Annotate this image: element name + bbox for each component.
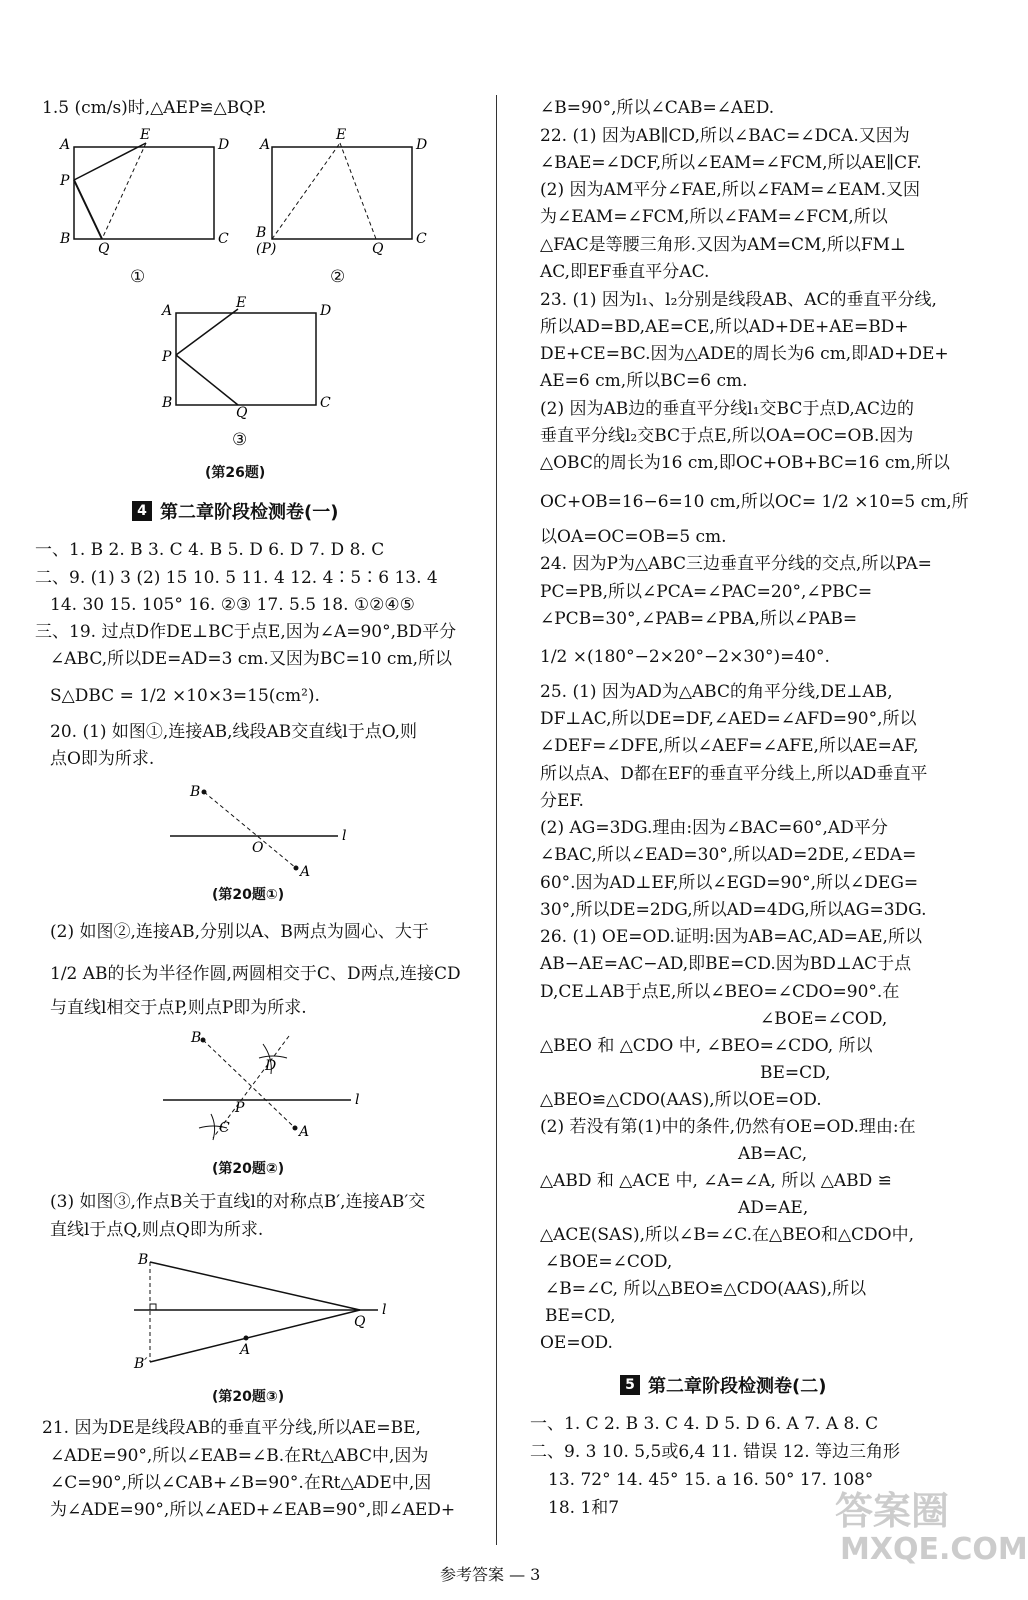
- text-line: (2) AG=3DG.理由:因为∠BAC=60°,AD平分: [540, 818, 888, 838]
- svg-text:C: C: [218, 231, 229, 247]
- svg-text:Q: Q: [354, 1314, 366, 1330]
- section-5-heading: 第二章阶段检测卷(二): [648, 1376, 827, 1397]
- figure-26-2: [255, 127, 427, 257]
- svg-text:A: A: [260, 137, 271, 153]
- text-line: 1/2 AB的长为半径作圆,两圆相交于C、D两点,连接CD: [50, 964, 461, 984]
- figure-20-3-label: (第20题③): [212, 1389, 285, 1405]
- text-line: ∠ADE=90°,所以∠EAB=∠B.在Rt△ABC中,因为: [50, 1446, 429, 1466]
- svg-text:C: C: [219, 1120, 230, 1136]
- text-line: ∠BAC,所以∠EAD=30°,所以AD=2DE,∠EDA=: [540, 845, 917, 865]
- figure-26-caption-3: ③: [232, 430, 248, 450]
- svg-text:P: P: [162, 349, 172, 365]
- svg-text:A: A: [162, 303, 173, 319]
- text-line: 以OA=OC=OB=5 cm.: [540, 527, 727, 547]
- text-line: 一、1. C 2. B 3. C 4. D 5. D 6. A 7. A 8. C: [530, 1414, 879, 1434]
- text-line: 20. (1) 如图①,连接AB,线段AB交直线l于点O,则: [50, 722, 418, 742]
- text-line: 23. (1) 因为l₁、l₂分别是线段AB、AC的垂直平分线,: [540, 290, 937, 310]
- svg-text:(P): (P): [256, 241, 277, 257]
- text-line: △OBC的周长为16 cm,即OC+OB+BC=16 cm,所以: [540, 453, 950, 473]
- text-line: 18. 1和7: [548, 1498, 620, 1518]
- text-line: 垂直平分线l₂交BC于点E,所以OA=OC=OB.因为: [540, 426, 914, 446]
- figure-20-3: [128, 1250, 398, 1380]
- svg-text:D: D: [265, 1058, 277, 1074]
- text-line: △FAC是等腰三角形.又因为AM=CM,所以FM⊥: [540, 235, 907, 255]
- text-line: 直线l于点Q,则点Q即为所求.: [50, 1220, 264, 1240]
- svg-text:P: P: [235, 1100, 245, 1116]
- text-line: 13. 72° 14. 45° 15. a 16. 50° 17. 108°: [548, 1470, 874, 1490]
- svg-text:A: A: [300, 864, 311, 880]
- text-line: 30°,所以DE=2DG,所以AD=4DG,所以AG=3DG.: [540, 900, 927, 920]
- text-line: ∠ABC,所以DE=AD=3 cm.又因为BC=10 cm,所以: [50, 649, 452, 669]
- text-line: (2) 因为AB边的垂直平分线l₁交BC于点D,AC边的: [540, 399, 915, 419]
- svg-text:O: O: [252, 840, 264, 856]
- watermark-url: MXQE.COM: [840, 1532, 1028, 1567]
- svg-text:B: B: [256, 225, 267, 241]
- text-line: 24. 因为P为△ABC三边垂直平分线的交点,所以PA=: [540, 554, 932, 574]
- section-4-title: [132, 498, 338, 524]
- figure-20-1-label: (第20题①): [212, 887, 285, 903]
- svg-text:D: D: [218, 137, 230, 153]
- svg-text:P: P: [60, 173, 70, 189]
- svg-text:B: B: [60, 231, 71, 247]
- svg-text:l: l: [342, 828, 347, 844]
- text-line: 一、1. B 2. B 3. C 4. B 5. D 6. D 7. D 8. C: [35, 540, 385, 560]
- text-line: 60°.因为AD⊥EF,所以∠EGD=90°,所以∠DEG=: [540, 873, 919, 893]
- svg-text:B: B: [138, 1252, 149, 1268]
- text-line: BE=CD,: [545, 1306, 616, 1326]
- svg-text:l: l: [355, 1092, 360, 1108]
- text-line: ∠BAE=∠DCF,所以∠EAM=∠FCM,所以AE∥CF.: [540, 153, 922, 173]
- text-line: AB=AC,: [738, 1144, 808, 1164]
- figure-26: [50, 125, 470, 455]
- text-line: D,CE⊥AB于点E,所以∠BEO=∠CDO=90°.在: [540, 982, 900, 1002]
- column-divider: [496, 95, 497, 1545]
- text-line: ∠DEF=∠DFE,所以∠AEF=∠AFE,所以AE=AF,: [540, 736, 919, 756]
- svg-text:Q: Q: [236, 405, 248, 421]
- text-line: AB−AE=AC−AD,即BE=CD.因为BD⊥AC于点: [540, 954, 912, 974]
- text-line: AE=6 cm,所以BC=6 cm.: [540, 371, 748, 391]
- text-line: △ACE(SAS),所以∠B=∠C.在△BEO和△CDO中,: [540, 1225, 914, 1245]
- text-line: (2) 因为AM平分∠FAE,所以∠FAM=∠EAM.又因: [540, 180, 921, 200]
- figure-26-caption-2: ②: [330, 267, 346, 287]
- text-line: 三、19. 过点D作DE⊥BC于点E,因为∠A=90°,BD平分: [35, 622, 457, 642]
- text-line: ∠BOE=∠COD,: [760, 1009, 888, 1029]
- svg-text:A: A: [299, 1124, 310, 1140]
- svg-text:Q: Q: [98, 241, 110, 257]
- section-5-title: [620, 1372, 826, 1398]
- text-line: (2) 如图②,连接AB,分别以A、B两点为圆心、大于: [50, 922, 429, 942]
- svg-text:B: B: [162, 395, 173, 411]
- text-line: 22. (1) 因为AB∥CD,所以∠BAC=∠DCA.又因为: [540, 126, 910, 146]
- section-5-badge: 5: [620, 1375, 640, 1395]
- svg-text:E: E: [236, 295, 247, 311]
- section-4-heading: 第二章阶段检测卷(一): [160, 502, 339, 523]
- watermark-logo: 答案圈: [835, 1489, 950, 1533]
- text-line: 所以AD=BD,AE=CE,所以AD+DE+AE=BD+: [540, 317, 909, 337]
- text-line: ∠BOE=∠COD,: [545, 1252, 673, 1272]
- text-line: 1.5 (cm/s)时,△AEP≌△BQP.: [42, 98, 267, 118]
- text-line: 1/2 ×(180°−2×20°−2×30°)=40°.: [540, 647, 830, 667]
- text-line: 21. 因为DE是线段AB的垂直平分线,所以AE=BE,: [42, 1418, 421, 1438]
- svg-text:D: D: [320, 303, 332, 319]
- text-line: 25. (1) 因为AD为△ABC的角平分线,DE⊥AB,: [540, 682, 893, 702]
- svg-text:Q: Q: [372, 241, 384, 257]
- svg-text:B′: B′: [134, 1356, 148, 1372]
- text-line: PC=PB,所以∠PCA=∠PAC=20°,∠PBC=: [540, 582, 873, 602]
- text-line: 所以点A、D都在EF的垂直平分线上,所以AD垂直平: [540, 764, 928, 784]
- svg-text:C: C: [416, 231, 427, 247]
- figure-26-label: (第26题): [205, 465, 266, 481]
- text-line: 为∠ADE=90°,所以∠AED+∠EAB=90°,即∠AED+: [50, 1500, 456, 1520]
- page-footer: 参考答案 — 3: [440, 1565, 541, 1584]
- section-4-badge: 4: [132, 501, 152, 521]
- text-line: 与直线l相交于点P,则点P即为所求.: [50, 998, 307, 1018]
- text-line: 点O即为所求.: [50, 749, 155, 769]
- text-line: AC,即EF垂直平分AC.: [540, 262, 710, 282]
- svg-text:A: A: [60, 137, 71, 153]
- text-line: 14. 30 15. 105° 16. ②③ 17. 5.5 18. ①②④⑤: [50, 595, 415, 615]
- svg-text:B: B: [191, 1030, 202, 1046]
- text-line: △BEO≌△CDO(AAS),所以OE=OD.: [540, 1090, 822, 1110]
- figure-26-3: [160, 295, 331, 421]
- figure-20-2: [155, 1028, 375, 1148]
- text-line: △ABD 和 △ACE 中, ∠A=∠A, 所以 △ABD ≌: [540, 1171, 892, 1191]
- text-line: 二、9. (1) 3 (2) 15 10. 5 11. 4 12. 4∶5∶6 13. 4: [35, 568, 438, 588]
- text-line: 26. (1) OE=OD.证明:因为AB=AC,AD=AE,所以: [540, 927, 922, 947]
- text-line: ∠B=∠C, 所以△BEO≌△CDO(AAS),所以: [545, 1279, 867, 1299]
- text-line: AD=AE,: [738, 1198, 809, 1218]
- svg-text:E: E: [140, 127, 151, 143]
- text-line: OE=OD.: [540, 1333, 613, 1353]
- text-line: △BEO 和 △CDO 中, ∠BEO=∠CDO, 所以: [540, 1036, 873, 1056]
- svg-text:D: D: [416, 137, 428, 153]
- text-line: DF⊥AC,所以DE=DF,∠AED=∠AFD=90°,所以: [540, 709, 917, 729]
- svg-text:A: A: [240, 1342, 251, 1358]
- text-line: 分EF.: [540, 791, 584, 811]
- figure-20-2-label: (第20题②): [212, 1161, 285, 1177]
- svg-text:B: B: [190, 784, 201, 800]
- figure-26-1: [58, 127, 229, 257]
- text-line: (2) 若没有第(1)中的条件,仍然有OE=OD.理由:在: [540, 1117, 916, 1137]
- text-line: 为∠EAM=∠FCM,所以∠FAM=∠FCM,所以: [540, 207, 888, 227]
- text-line: S△DBC = 1/2 ×10×3=15(cm²).: [50, 686, 320, 706]
- svg-text:l: l: [382, 1302, 387, 1318]
- text-line: 二、9. 3 10. 5,5或6,4 11. 错误 12. 等边三角形: [530, 1442, 901, 1462]
- text-line: OC+OB=16−6=10 cm,所以OC= 1/2 ×10=5 cm,所: [540, 492, 969, 512]
- svg-text:E: E: [336, 127, 347, 143]
- figure-26-caption-1: ①: [130, 267, 146, 287]
- text-line: BE=CD,: [760, 1063, 831, 1083]
- text-line: DE+CE=BC.因为△ADE的周长为6 cm,即AD+DE+: [540, 344, 949, 364]
- svg-text:C: C: [320, 395, 331, 411]
- text-line: ∠PCB=30°,∠PAB=∠PBA,所以∠PAB=: [540, 609, 858, 629]
- text-line: (3) 如图③,作点B关于直线l的对称点B′,连接AB′交: [50, 1192, 426, 1212]
- text-line: ∠B=90°,所以∠CAB=∠AED.: [540, 98, 775, 118]
- figure-20-1: [160, 780, 360, 880]
- text-line: ∠C=90°,所以∠CAB+∠B=90°.在Rt△ADE中,因: [50, 1473, 432, 1493]
